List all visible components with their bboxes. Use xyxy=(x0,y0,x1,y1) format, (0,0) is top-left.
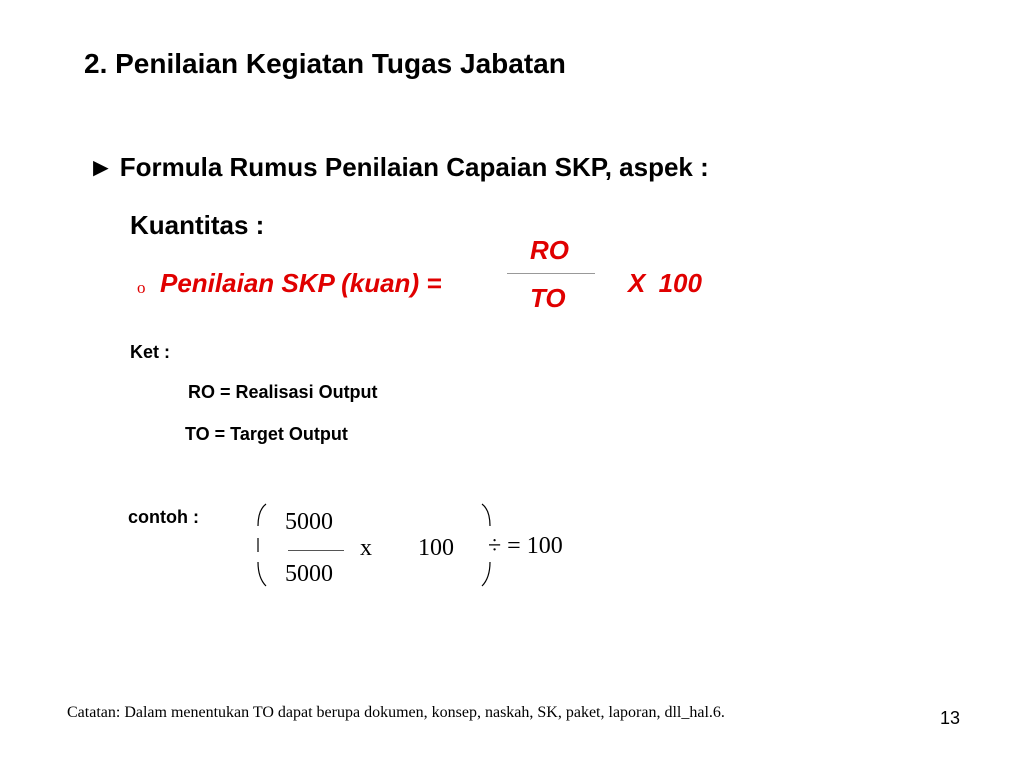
ket-label: Ket : xyxy=(130,342,170,362)
left-paren-top xyxy=(258,504,266,526)
formula-numerator: RO xyxy=(530,235,569,265)
right-paren-bottom xyxy=(482,562,490,586)
page-number: 13 xyxy=(940,708,961,728)
example-label: contoh : xyxy=(128,507,199,527)
example-factor: 100 xyxy=(418,535,454,561)
left-paren-bottom xyxy=(258,562,266,586)
bullet-arrow-icon: ► xyxy=(88,152,114,182)
formula-fraction-bar xyxy=(507,273,595,274)
ket-ro-definition: RO = Realisasi Output xyxy=(188,382,378,402)
example-times: x xyxy=(360,535,372,561)
slide-title: 2. Penilaian Kegiatan Tugas Jabatan xyxy=(84,48,566,79)
footnote: Catatan: Dalam menentukan TO dapat berupa dokumen, konsep, naskah, SK, paket, laporan, dll_hal.6. xyxy=(67,704,725,721)
formula-heading-text: Formula Rumus Penilaian Capaian SKP, aspek : xyxy=(119,152,709,182)
formula-denominator: TO xyxy=(530,283,566,313)
example-denominator: 5000 xyxy=(285,561,333,587)
example-result: ÷ = 100 xyxy=(488,533,563,559)
ket-to-definition: TO = Target Output xyxy=(185,424,348,444)
formula-label: Penilaian SKP (kuan) = xyxy=(160,268,442,298)
formula-bullet-icon: o xyxy=(137,278,146,297)
formula-heading xyxy=(88,152,709,183)
right-paren-top xyxy=(482,504,490,526)
example-fraction-bar xyxy=(288,550,344,551)
kuantitas-subheading: Kuantitas : xyxy=(130,210,265,240)
example-numerator: 5000 xyxy=(285,509,333,535)
formula-multiplier: X 100 xyxy=(628,268,702,298)
